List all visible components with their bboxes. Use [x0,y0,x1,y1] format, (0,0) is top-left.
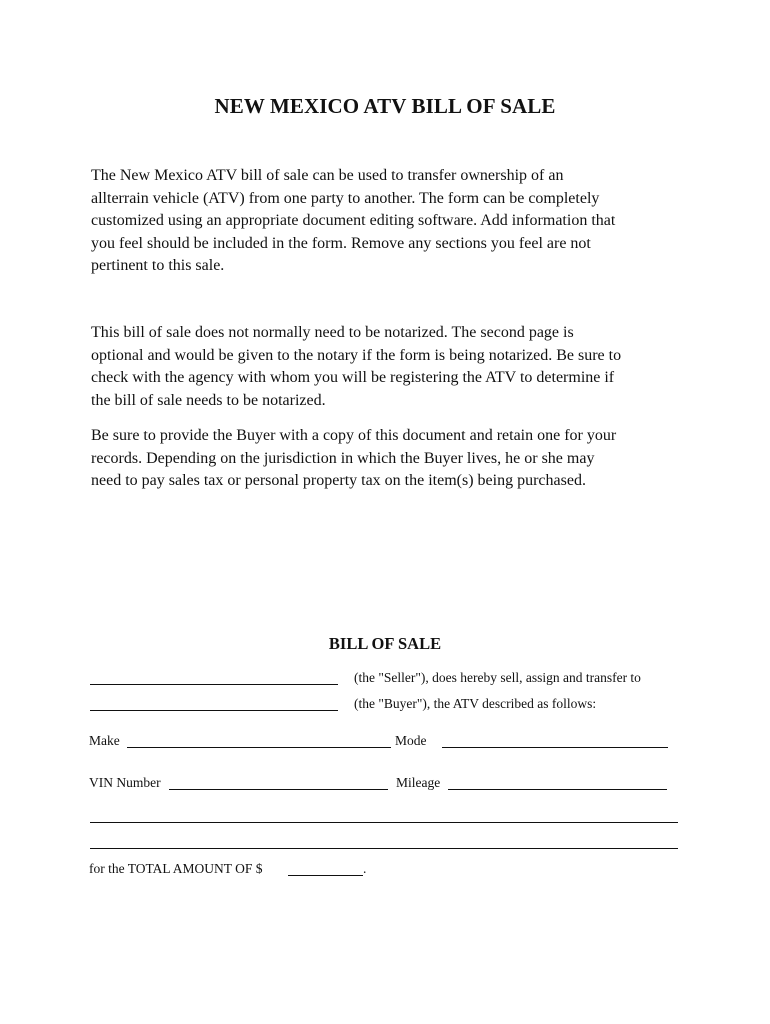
notary-line: check with the agency with whom you will be registering the ATV to determine if [91,369,615,386]
model-field[interactable] [442,747,668,748]
intro-paragraph [91,165,691,278]
total-amount-label: for the TOTAL AMOUNT OF $ [89,861,263,876]
seller-name-field[interactable] [90,684,338,685]
model-label: Mode [395,733,427,748]
total-amount-field[interactable] [288,875,363,876]
intro-line: customized using an appropriate document editing software. Add information that [91,212,616,229]
copy-note-paragraph [91,425,691,493]
notary-line: This bill of sale does not normally need to be notarized. The second page is [91,324,574,341]
buyer-clause: (the "Buyer"), the ATV described as follows: [354,696,597,711]
description-field-line-2[interactable] [90,848,678,849]
vin-field[interactable] [169,789,388,790]
copy-note-line: records. Depending on the jurisdiction in which the Buyer lives, he or she may [91,449,595,467]
mileage-label: Mileage [396,775,441,790]
intro-line: pertinent to this sale. [91,257,225,274]
buyer-name-field[interactable] [90,710,338,711]
intro-line: allterrain vehicle (ATV) from one party to another. The form can be completely [91,189,600,207]
copy-note-line: Be sure to provide the Buyer with a copy of this document and retain one for your [91,427,617,444]
make-label: Make [89,733,120,748]
notary-line: optional and would be given to the notary if the form is being notarized. Be sure to [91,346,622,364]
intro-line: The New Mexico ATV bill of sale can be used to transfer ownership of an [91,167,564,184]
copy-note-line: need to pay sales tax or personal property tax on the item(s) being purchased. [91,472,586,489]
description-field-line-1[interactable] [90,822,678,823]
document-title: NEW MEXICO ATV BILL OF SALE [214,94,556,118]
notary-paragraph [91,322,691,412]
seller-clause: (the "Seller"), does hereby sell, assign and transfer to [354,670,641,685]
total-amount-period: . [363,861,367,876]
notary-line: the bill of sale needs to be notarized. [91,391,326,409]
make-field[interactable] [127,747,391,748]
mileage-field[interactable] [448,789,667,790]
bill-of-sale-heading: BILL OF SALE [328,634,442,653]
vin-label: VIN Number [89,775,161,790]
intro-line: you feel should be included in the form. Remove any sections you feel are not [91,234,591,252]
